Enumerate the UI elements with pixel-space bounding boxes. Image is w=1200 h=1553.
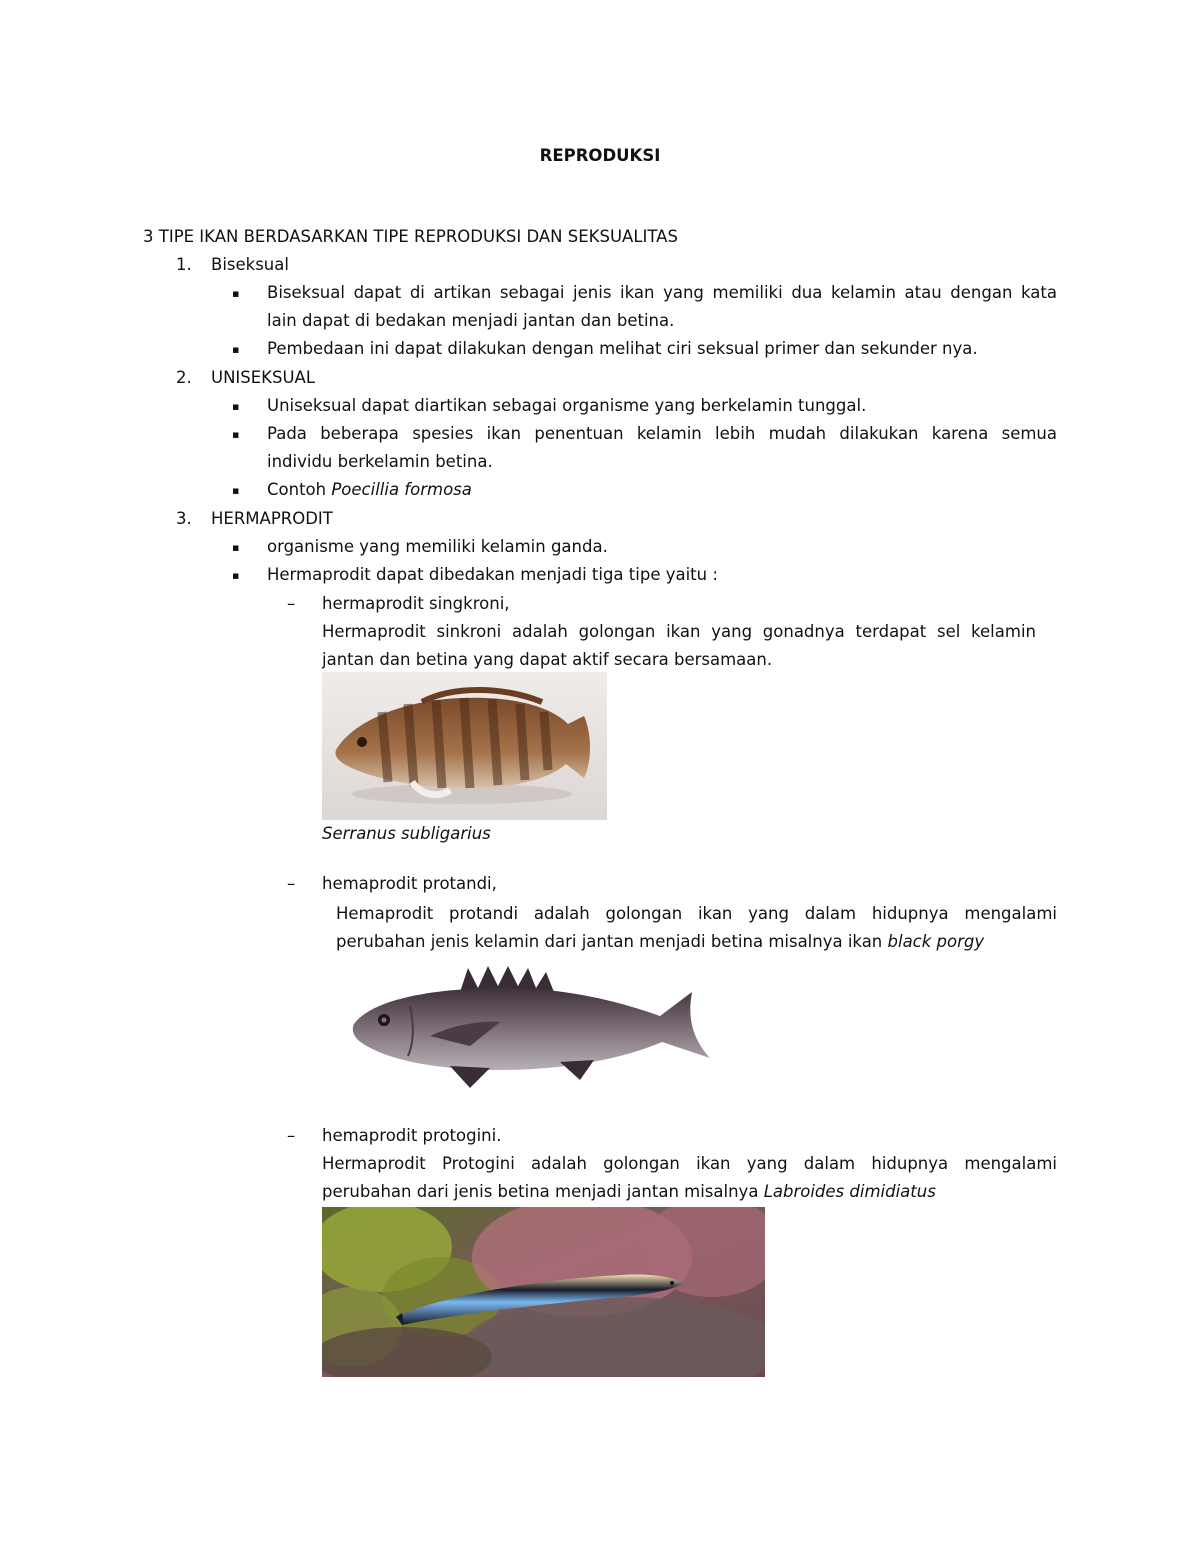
bullet-text: Uniseksual dapat diartikan sebagai organisme yang berkelamin tunggal.	[267, 396, 867, 415]
bullet-text: Pada beberapa spesies ikan penentuan kelamin lebih mudah dilakukan karena semua	[267, 424, 1057, 443]
desc-text: perubahan jenis kelamin dari jantan menjadi betina misalnya ikan	[336, 932, 888, 951]
type-name: hermaprodit singkroni,	[322, 594, 510, 613]
bullet-icon: ▪	[232, 428, 240, 441]
section-heading: 3 TIPE IKAN BERDASARKAN TIPE REPRODUKSI DAN SEKSUALITAS	[143, 227, 678, 246]
caption-text: Serranus subligarius	[322, 824, 491, 843]
type-name: hemaprodit protogini.	[322, 1126, 502, 1145]
bullet-text	[267, 480, 472, 499]
bullet-text: organisme yang memiliki kelamin ganda.	[267, 537, 608, 556]
section-name-1: Biseksual	[211, 255, 289, 274]
bullet-icon: ▪	[232, 541, 240, 554]
bullet-text-cont: lain dapat di bedakan menjadi jantan dan betina.	[267, 311, 675, 330]
species-name: Poecillia formosa	[331, 480, 472, 499]
bullet-icon: ▪	[232, 569, 240, 582]
type-desc-cont	[322, 1182, 936, 1201]
bullet-text: Hermaprodit dapat dibedakan menjadi tiga tipe yaitu :	[267, 565, 718, 584]
section-number-2: 2.	[176, 368, 192, 387]
black-porgy-fish-image	[350, 962, 712, 1090]
type-desc: Hermaprodit Protogini adalah golongan ikan yang dalam hidupnya mengalami	[322, 1154, 1057, 1173]
bullet-icon: ▪	[232, 287, 240, 300]
fish-photo-black-porgy	[350, 962, 712, 1090]
photo-caption	[322, 824, 491, 843]
bullet-text: Pembedaan ini dapat dilakukan dengan melihat ciri seksual primer dan sekunder nya.	[267, 339, 978, 358]
bullet-text: Biseksual dapat di artikan sebagai jenis ikan yang memiliki dua kelamin atau dengan kata	[267, 283, 1057, 302]
type-name: hemaprodit protandi,	[322, 874, 497, 893]
bullet-icon: ▪	[232, 343, 240, 356]
type-desc: Hemaprodit protandi adalah golongan ikan yang dalam hidupnya mengalami	[336, 904, 1057, 923]
desc-text: perubahan dari jenis betina menjadi jantan misalnya	[322, 1182, 764, 1201]
type-desc-cont	[336, 932, 984, 951]
fish-photo-labroides	[322, 1207, 765, 1377]
type-desc-cont: jantan dan betina yang dapat aktif secara bersamaan.	[322, 650, 773, 669]
section-number-1: 1.	[176, 255, 192, 274]
dash-icon: –	[287, 1126, 296, 1145]
fish-photo-serranus	[322, 672, 607, 820]
section-name-2: UNISEKSUAL	[211, 368, 316, 387]
bullet-icon: ▪	[232, 484, 240, 497]
dash-icon: –	[287, 874, 296, 893]
bullet-prefix: Contoh	[267, 480, 332, 499]
bullet-icon: ▪	[232, 400, 240, 413]
section-number-3: 3.	[176, 509, 192, 528]
serranus-fish-image	[322, 672, 607, 820]
labroides-fish-image	[322, 1207, 765, 1377]
page-title: REPRODUKSI	[539, 146, 661, 165]
section-name-3: HERMAPRODIT	[211, 509, 333, 528]
species-name: black porgy	[887, 932, 985, 951]
bullet-text-cont: individu berkelamin betina.	[267, 452, 493, 471]
species-name: Labroides dimidiatus	[763, 1182, 936, 1201]
type-desc: Hermaprodit sinkroni adalah golongan ikan yang gonadnya terdapat sel kelamin	[322, 622, 1036, 641]
dash-icon: –	[287, 594, 296, 613]
